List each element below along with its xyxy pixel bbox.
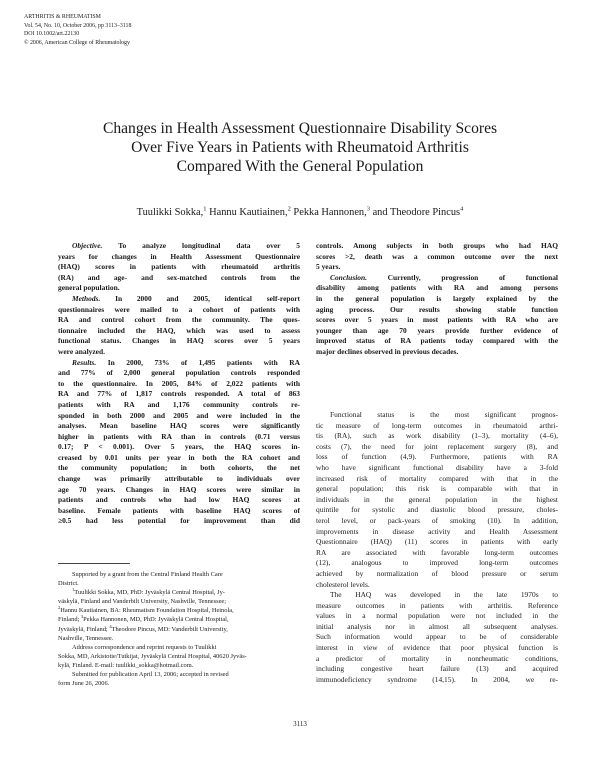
footnote: Finland; $^3$Pekka Hannonen, MD, PhD: Jyväskylä Central Hospital, [58, 614, 229, 624]
abstract-line: the community population; in both cohorts, the net [58, 463, 300, 473]
footnote: kylä, Finland. E-mail: tuulikki_sokka@hotmail.com. [58, 661, 194, 669]
abstract-line: (HAQ) scores in patients with rheumatoid arthritis [58, 262, 300, 272]
copyright: © 2006, American College of Rheumatology [24, 39, 130, 46]
footnote: Submitted for publication April 13, 2006; accepted in revised [72, 671, 229, 679]
doi: DOI 10.1002/art.22130 [24, 31, 80, 38]
title-line: Changes in Health Assessment Questionnaire Disability Scores [102, 120, 498, 137]
affiliation-mark: 2 [287, 205, 291, 213]
abstract-line: creased by 0.01 units per year in both the RA cohort and [58, 452, 300, 462]
abstract-line: RA and control cohort from the community. The ques- [58, 315, 300, 325]
footnote: $^1$Tuulikki Sokka, MD, PhD: Jyväskylä Central Hospital, Jy- [72, 587, 225, 597]
abstract-line: controls. Among subjects in both groups who had HAQ [316, 241, 558, 250]
abstract-line: RA and 77% of 1,817 controls responded. A total of 863 [58, 389, 300, 399]
affiliation-mark: 1 [203, 205, 207, 213]
footnote: Jyväskylä, Finland; $^4$Theodore Pincus, MD: Vanderbilt University, [58, 623, 228, 633]
abstract-line: 5 years. [316, 262, 341, 272]
body-line: Such information would appear to be of considerable [316, 632, 558, 642]
body-line: costs (7), the need for joint replacement surgery (8), and [316, 441, 558, 451]
section-label: Objective. [72, 241, 103, 250]
body-line: who have significant functional disability have a 3-fold [316, 462, 558, 472]
abstract-line: and 77% of 2,000 general population controls responded [58, 368, 300, 378]
abstract-line: 0.17; P < 0.001). Over 5 years, the HAQ scores in- [58, 442, 300, 452]
journal-name: ARTHRITIS & RHEUMATISM [24, 14, 101, 20]
body-line: immunodeficiency syndrome (14,15). In 2004, we re- [316, 674, 558, 684]
affiliation-mark: 3 [366, 205, 370, 213]
abstract-line: aging process. Our results showing stable function [316, 304, 558, 314]
body-line: values in a normal population were not included in the [316, 611, 558, 621]
abstract-line: major declines observed in previous decades. [316, 346, 459, 356]
author-name: Pekka Hannonen, [290, 207, 367, 218]
abstract-line: were analyzed. [58, 346, 105, 356]
body-line: tis (RA), such as work disability (1–3), mortality (4–6), [316, 431, 558, 441]
body-line: The HAQ was developed in the late 1970s to [330, 590, 558, 600]
body-line: including congestive heart failure (13) and acquired [316, 664, 558, 674]
body-line: quintile for systolic and diastolic blood pressure, choles- [316, 505, 558, 515]
abstract-right-column [316, 241, 558, 358]
author-name: Hannu Kautiainen, [206, 207, 288, 218]
body-line: improvements in disease activity and Health Assessment [316, 526, 558, 536]
body-line: Questionnaire (HAQ) (11) scores in patients with early [316, 537, 558, 547]
author-list [40, 207, 560, 218]
abstract-line: younger than age 70 years provide further evidence of [316, 325, 558, 335]
footnote-divider [58, 563, 130, 564]
page-number: 3113 [293, 720, 307, 728]
abstract-line: patients and controls who had low HAQ scores at [58, 495, 300, 505]
body-line: tic measure of long-term outcomes in rheumatoid arthri- [316, 420, 558, 430]
section-label: Results. [72, 357, 97, 367]
abstract-line: general population. [58, 283, 120, 293]
body-line: a predictor of mortality in nonrheumatic conditions, [316, 653, 558, 663]
abstract-line: Conclusion. Currently, progression of functional [330, 272, 558, 282]
body-line: cholesterol levels. [316, 579, 370, 589]
footnote: väskylä, Finland and Vanderbilt University, Nashville, Tennessee; [58, 598, 227, 606]
abstract-line: Results. In 2000, 73% of 1,495 patients with RA [72, 357, 300, 367]
section-label: Methods. [72, 293, 101, 303]
abstract-line: baseline. Female patients with baseline HAQ scores of [58, 505, 300, 515]
author-name: Tuulikki Sokka, [136, 207, 204, 218]
footnote: form June 26, 2006. [58, 680, 110, 688]
abstract-line: in the general population is largely explained by the [316, 293, 558, 303]
title-line: Compared With the General Population [176, 158, 424, 175]
abstract-line: analyses. Mean baseline HAQ scores were significantly [58, 421, 300, 431]
abstract-line: Methods. In 2000 and 2005, identical self-report [72, 293, 301, 303]
author-name: and Theodore Pincus [369, 207, 461, 218]
abstract-line: scores >2, death was a common outcome over the next [316, 251, 558, 261]
abstract-line: change was primarily attributable to individuals over [58, 474, 300, 484]
body-line: terol level, or pack-years of smoking (10). In addition, [316, 515, 558, 525]
footnote: Address correspondence and reprint requests to Tuulikki [72, 643, 217, 651]
body-line: increased risk of mortality compared with that in the [316, 473, 558, 483]
body-line: (12), analogous to improved long-term outcomes [316, 558, 558, 568]
footnote: Sokka, MD, Arkistotie/Tutkijat, Jyväskylä Central Hospital, 40620 Jyväs- [58, 652, 247, 660]
journal-header [24, 13, 131, 47]
abstract-line: ≥0.5 had less potential for improvement than did [58, 516, 300, 526]
footnote: District. [58, 580, 79, 588]
abstract-line: questionnaires were mailed to a cohort of patients with [58, 304, 300, 314]
abstract-line: years for changes in Health Assessment Questionnaire [58, 251, 300, 261]
footnote: $^2$Hannu Kautiainen, BA: Rheumatism Foundation Hospital, Heinola, [58, 605, 234, 615]
body-text-column [316, 410, 558, 685]
abstract-line: to the questionnaire. In 2005, 84% of 2,022 patients with [58, 378, 300, 388]
abstract-line: tionnaire included the HAQ, which was used to assess [58, 325, 300, 335]
footnote: Supported by a grant from the Central Finland Health Care [72, 571, 223, 578]
title-line: Over Five Years in Patients with Rheumatoid Arthritis [131, 139, 469, 156]
body-line: general population; this risk is comparable with that in [316, 484, 558, 494]
abstract-line: age 70 years. Changes in HAQ scores were similar in [58, 484, 300, 494]
body-line: RA are associated with favorable long-term outcomes [316, 547, 558, 557]
volume-info: Vol. 54, No. 10, October 2006, pp 3113–3118 [24, 22, 132, 29]
abstract-line: functional status. Changes in HAQ scores over 5 years [58, 336, 300, 346]
section-label: Conclusion. [330, 272, 367, 282]
body-line: individuals in the general population in the highest [316, 494, 558, 504]
footnote: Nashville, Tennessee. [58, 634, 114, 642]
body-line: Functional status is the most significant prognos- [330, 410, 558, 419]
abstract-line: (RA) and age- and sex-matched controls from the [58, 272, 300, 282]
body-line: achieved by normalization of blood pressure or serum [316, 568, 558, 578]
affiliation-mark: 4 [460, 205, 464, 213]
body-line: loss of function (4,9). Furthermore, patients with RA [316, 452, 558, 462]
abstract-left-column [58, 241, 300, 527]
abstract-line: Objective. To analyze longitudinal data over 5 [72, 241, 301, 250]
body-line: interest in view of evidence that poor physical function is [316, 643, 558, 653]
body-line: initial analysis nor in almost all subsequent analyses. [316, 621, 558, 631]
abstract-line: scores over 5 years in most patients with RA who are [316, 315, 558, 325]
footnotes [58, 570, 300, 688]
article-title [40, 119, 560, 176]
body-line: measure outcomes in patients with arthritis. Reference [316, 600, 558, 610]
abstract-line: improved status of RA patients today compared with the [316, 336, 558, 346]
abstract-line: sponded in both 2000 and 2005 and were included in the [58, 410, 300, 420]
abstract-line: disability among patients with RA and among persons [316, 283, 558, 293]
abstract-line: patients with RA and 1,176 community controls re- [58, 399, 300, 409]
abstract-line: higher in patients with RA than in controls (0.71 versus [58, 431, 300, 441]
